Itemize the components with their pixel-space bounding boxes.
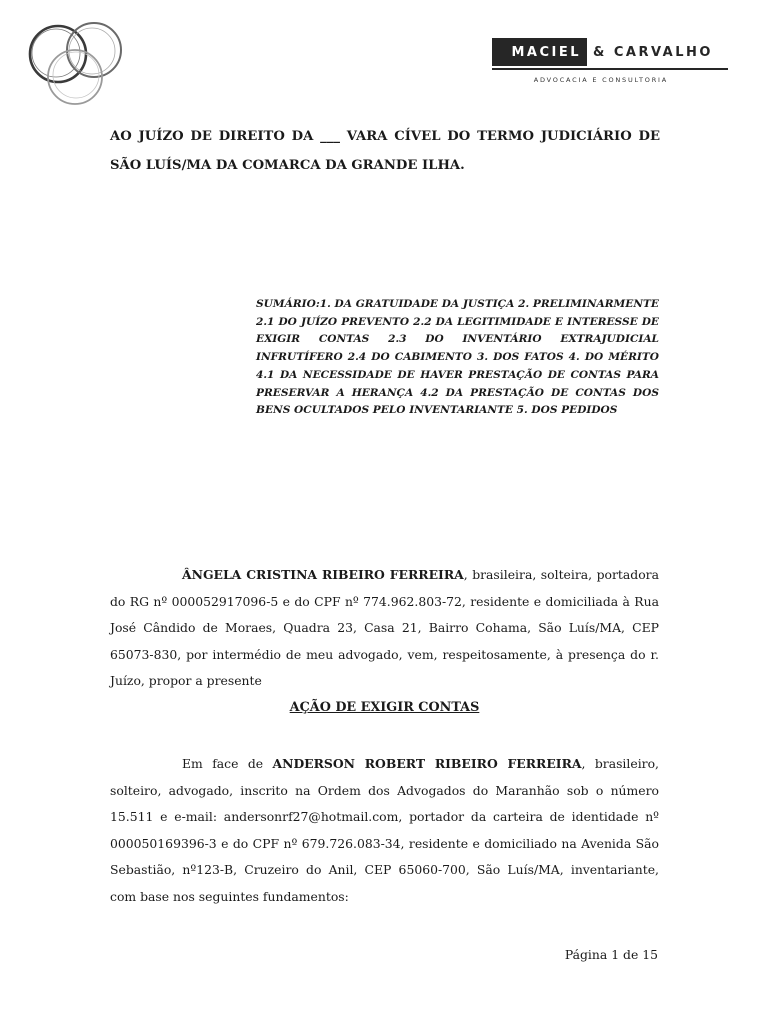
- plaintiff-name: ÂNGELA CRISTINA RIBEIRO FERREIRA: [182, 567, 464, 582]
- defendant-intro: Em face de: [182, 756, 273, 771]
- brand-underline: [492, 68, 728, 70]
- firm-brand: [492, 38, 728, 84]
- defendant-paragraph: [110, 751, 659, 911]
- brand-name-maciel: MACIEL: [492, 38, 587, 66]
- addressee-heading: AO JUÍZO DE DIREITO DA ___ VARA CÍVEL DO TERMO JUDICIÁRIO DE SÃO LUÍS/MA DA COMARCA DA GRANDE ILHA.: [110, 129, 660, 173]
- page-number: Página 1 de 15: [564, 947, 658, 962]
- action-title: AÇÃO DE EXIGIR CONTAS: [289, 700, 480, 715]
- brand-subtitle: ADVOCACIA E CONSULTORIA: [533, 76, 668, 84]
- summary-block: SUMÁRIO:1. DA GRATUIDADE DA JUSTIÇA 2. PRELIMINARMENTE 2.1 DO JUÍZO PREVENTO 2.2 DA LEGITIMIDADE E INTERESSE DE EXIGIR CONTAS 2.3 DO INVENTÁRIO EXTRAJUDICIAL INFRUTÍFERO 2.4 DO CABIMENTO 3. DOS FATOS 4. DO MÉRITO 4.1 DA NECESSIDADE DE HAVER PRESTAÇÃO DE CONTAS PARA PRESERVAR A HERANÇA 4.2 DA PRESTAÇÃO DE CONTAS DOS BENS OCULTADOS PELO INVENTARIANTE 5. DOS PEDIDOS: [256, 298, 659, 417]
- plaintiff-details: , brasileira, solteira, portadora do RG nº 000052917096-5 e do CPF nº 774.962.803-72, residente e domiciliada à Rua José Cândido de Moraes, Quadra 23, Casa 21, Bairro Cohama, São Luís/MA, CEP 65073-830, por intermédio de meu advogado, vem, respeitosamente, à presença do r. Juízo, propor a presente: [110, 567, 659, 689]
- plaintiff-paragraph: [110, 562, 659, 695]
- firm-logo-rings-icon: [26, 20, 126, 110]
- brand-name-carvalho: & CARVALHO: [593, 44, 713, 60]
- defendant-details: , brasileiro, solteiro, advogado, inscrito na Ordem dos Advogados do Maranhão sob o número 15.511 e e-mail: andersonrf27@hotmail.com, portador da carteira de identidade nº 000050169396-3 e do CPF nº 679.726.083-34, residente e domiciliado na Avenida São Sebastião, nº123-B, Cruzeiro do Anil, CEP 65060-700, São Luís/MA, inventariante, com base nos seguintes fundamentos:: [110, 756, 659, 904]
- defendant-name: ANDERSON ROBERT RIBEIRO FERREIRA: [272, 756, 582, 771]
